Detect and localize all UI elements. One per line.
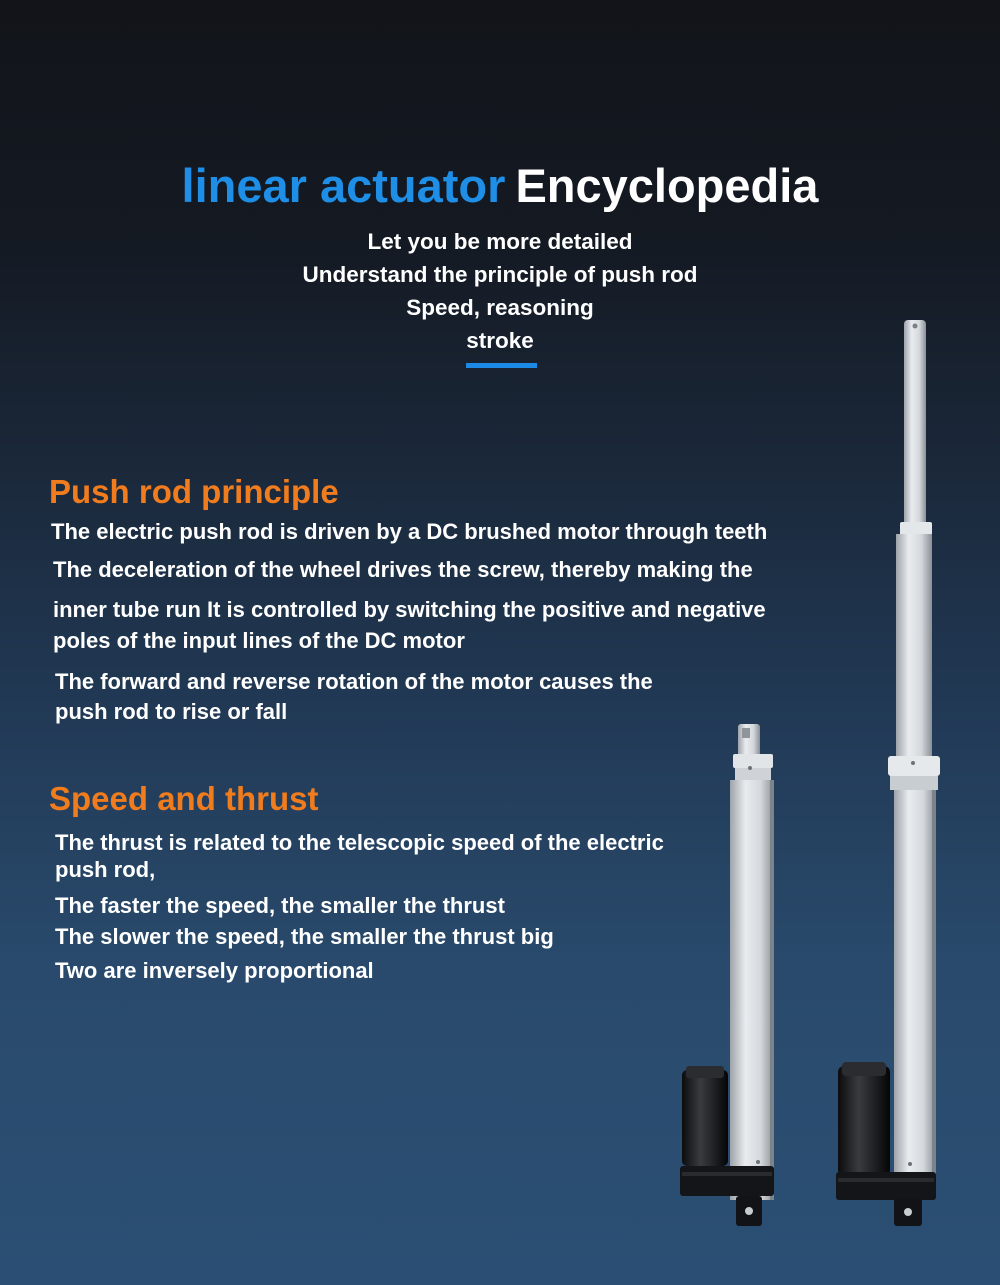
speed-line-3: The faster the speed, the smaller the thrust xyxy=(55,893,505,918)
large-actuator xyxy=(836,320,940,1226)
subtitle-line-2: Understand the principle of push rod xyxy=(302,262,698,287)
small-actuator xyxy=(680,724,774,1226)
section-heading-speed: Speed and thrust xyxy=(49,780,319,817)
page-title xyxy=(0,158,1000,214)
title-highlight: linear actuator xyxy=(181,159,506,212)
principle-line-6: push rod to rise or fall xyxy=(55,699,288,724)
principle-line-5: The forward and reverse rotation of the motor causes the xyxy=(55,669,653,694)
linear-actuators-image xyxy=(660,310,960,1230)
title-main: Encyclopedia xyxy=(515,159,819,212)
speed-line-2: push rod, xyxy=(55,857,156,882)
title-underline xyxy=(466,363,537,368)
subtitle-line-3: Speed, reasoning xyxy=(406,295,594,320)
principle-line-2: The deceleration of the wheel drives the screw, thereby making the xyxy=(53,557,753,582)
speed-line-4: The slower the speed, the smaller the thrust big xyxy=(55,924,554,949)
subtitle-line-1: Let you be more detailed xyxy=(367,229,633,254)
subtitle-line-4: stroke xyxy=(466,328,534,353)
section-heading-principle: Push rod principle xyxy=(49,473,339,510)
speed-line-1: The thrust is related to the telescopic speed of the electric xyxy=(55,830,664,855)
principle-line-3: inner tube run It is controlled by switching the positive and negative xyxy=(53,597,766,622)
principle-line-4: poles of the input lines of the DC motor xyxy=(53,628,465,653)
speed-line-5: Two are inversely proportional xyxy=(55,958,374,983)
principle-line-1: The electric push rod is driven by a DC brushed motor through teeth xyxy=(51,519,768,544)
